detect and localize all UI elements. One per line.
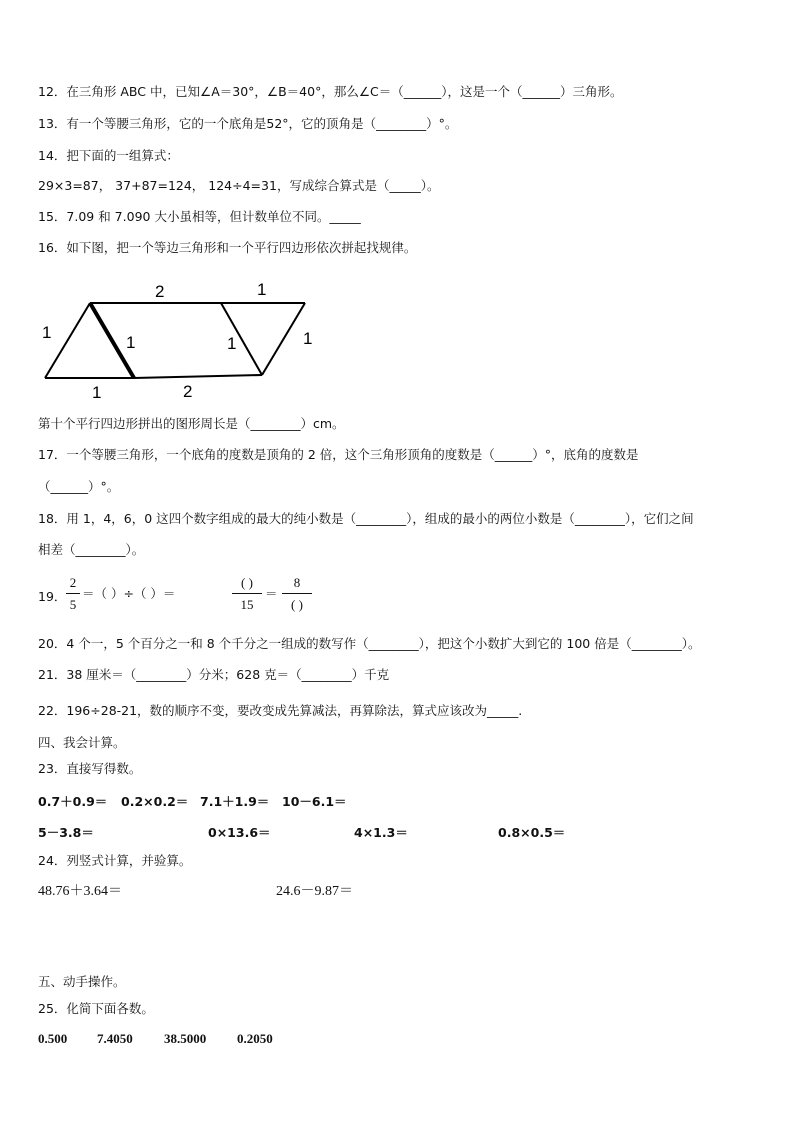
calc-item: 5－3.8＝ — [38, 825, 94, 840]
question-13: 13．有一个等腰三角形，它的一个底角是52°，它的顶角是（________）°。 — [38, 116, 458, 131]
question-19-equals: ＝ — [265, 586, 278, 601]
simplify-number: 0.2050 — [237, 1031, 273, 1046]
calc-item: 0×13.6＝ — [208, 825, 271, 840]
question-14-expressions: 29×3=87， 37+87=124， 124÷4=31，写成综合算式是（_____）。 — [38, 178, 440, 193]
question-18: 18．用 1，4，6，0 这四个数字组成的最大的纯小数是（________），组成的最小的两位小数是（________），它们之间 — [38, 511, 694, 526]
section-5-heading: 五、动手操作。 — [38, 974, 126, 989]
fraction-bar — [282, 593, 312, 594]
diagram-edge — [134, 375, 262, 378]
calc-item: 0.8×0.5＝ — [498, 825, 566, 840]
calc-item: 10－6.1＝ — [282, 794, 347, 809]
question-19-number: 19． — [38, 589, 67, 604]
question-24: 24．列竖式计算，并验算。 — [38, 853, 192, 868]
question-14: 14．把下面的一组算式： — [38, 148, 179, 163]
fraction-3-denominator: ( ) — [291, 597, 303, 612]
question-21: 21．38 厘米＝（________）分米；628 克＝（________）千克 — [38, 667, 390, 682]
diagram-label: 1 — [92, 383, 102, 402]
fraction-bar — [232, 593, 262, 594]
fraction-1-numerator: 2 — [69, 575, 77, 590]
diagram-edge — [45, 303, 90, 378]
section-4-heading: 四、我会计算。 — [38, 735, 126, 750]
vertical-calc-1: 48.76＋3.64＝ — [38, 884, 122, 899]
fraction-3-numerator: 8 — [293, 575, 301, 590]
diagram-label: 2 — [183, 382, 193, 401]
fraction-2-denominator: 15 — [240, 597, 254, 612]
diagram-label: 1 — [126, 333, 136, 352]
question-20: 20．4 个一，5 个百分之一和 8 个千分之一组成的数写作（________），把这个小数扩大到它的 100 倍是（________）。 — [38, 636, 701, 651]
question-17-cont: （______）°。 — [38, 479, 120, 494]
question-22: 22．196÷28-21，数的顺序不变，要改变成先算减法，再算除法，算式应该改为_____. — [38, 703, 523, 718]
triangle-parallelogram-diagram — [30, 272, 330, 407]
fraction-2-numerator: ( ) — [241, 575, 253, 590]
question-19-middle: ＝（ ）÷（ ）＝ — [82, 586, 176, 601]
question-12: 12．在三角形 ABC 中，已知∠A＝30°，∠B＝40°，那么∠C＝（______），这是一个（______）三角形。 — [38, 84, 623, 99]
question-23: 23．直接写得数。 — [38, 761, 142, 776]
fraction-1-denominator: 5 — [69, 597, 77, 612]
calc-item: 7.1＋1.9＝ — [200, 794, 270, 809]
diagram-label: 1 — [227, 334, 237, 353]
question-17: 17．一个等腰三角形，一个底角的度数是顶角的 2 倍，这个三角形顶角的度数是（______）°，底角的度数是 — [38, 447, 639, 462]
simplify-number: 38.5000 — [164, 1031, 207, 1046]
calc-item: 4×1.3＝ — [354, 825, 408, 840]
calc-item: 0.2×0.2＝ — [121, 794, 189, 809]
calc-item: 0.7＋0.9＝ — [38, 794, 108, 809]
question-18-cont: 相差（________）。 — [38, 542, 145, 557]
diagram-edge — [262, 303, 305, 375]
simplify-number: 0.500 — [38, 1031, 68, 1046]
diagram-label: 2 — [155, 282, 165, 301]
simplify-number: 7.4050 — [97, 1031, 133, 1046]
diagram-label: 1 — [257, 280, 267, 299]
question-25: 25．化简下面各数。 — [38, 1001, 154, 1016]
question-15: 15．7.09 和 7.090 大小虽相等，但计数单位不同。_____ — [38, 209, 361, 224]
diagram-label: 1 — [42, 323, 52, 342]
vertical-calc-2: 24.6－9.87＝ — [276, 884, 353, 899]
diagram-label: 1 — [303, 329, 313, 348]
fraction-bar — [66, 593, 80, 594]
question-16: 16．如下图，把一个等边三角形和一个平行四边形依次拼起找规律。 — [38, 240, 417, 255]
question-16-blank: 第十个平行四边形拼出的图形周长是（________）cm。 — [38, 416, 345, 431]
